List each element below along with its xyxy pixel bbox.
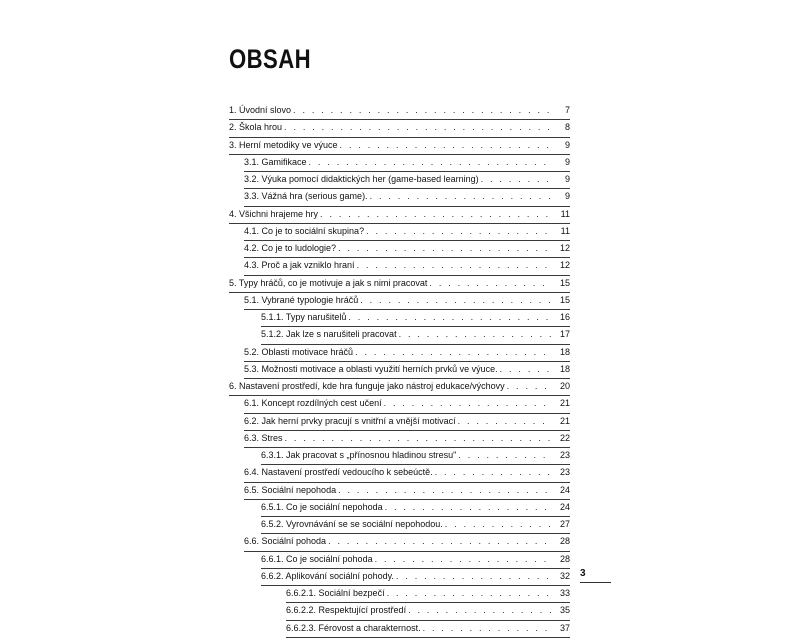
toc-entry bbox=[229, 603, 570, 620]
toc-leader-dots bbox=[481, 173, 551, 186]
toc-entry-label: 6.5.1. Co je sociální nepohoda bbox=[261, 501, 383, 512]
toc-entry bbox=[229, 327, 570, 344]
toc-entry-label: 5. Typy hráčů, co je motivuje a jak s nimi pracovat bbox=[229, 277, 428, 288]
toc-entry-line bbox=[229, 397, 570, 410]
toc-entry-page: 9 bbox=[564, 156, 570, 167]
toc-entry-line bbox=[229, 294, 570, 307]
toc-leader-dots bbox=[387, 587, 551, 600]
toc-leader-dots bbox=[396, 570, 551, 583]
toc-entry-page: 21 bbox=[559, 398, 570, 409]
toc-entry-label: 3. Herní metodiky ve výuce bbox=[229, 139, 338, 150]
toc-entry-label: 6.6.2.3. Férovost a charakternost. bbox=[286, 622, 421, 633]
toc-leader-dots bbox=[408, 604, 551, 617]
toc-entry bbox=[229, 431, 570, 448]
toc-entry-line bbox=[229, 466, 570, 479]
toc-entry-page: 18 bbox=[559, 363, 570, 374]
toc-entry-line bbox=[229, 415, 570, 428]
toc-entry-label: 5.2. Oblasti motivace hráčů bbox=[244, 346, 354, 357]
toc-leader-dots bbox=[285, 432, 551, 445]
toc-leader-dots bbox=[340, 139, 551, 152]
toc-entry-label: 6.3. Stres bbox=[244, 432, 283, 443]
toc-leader-dots bbox=[338, 484, 551, 497]
toc-entry-label: 6. Nastavení prostředí, kde hra funguje jako nástroj edukace/výchovy bbox=[229, 381, 505, 391]
toc-entry bbox=[229, 500, 570, 517]
toc-entry bbox=[229, 621, 570, 638]
page-title: OBSAH bbox=[229, 44, 312, 74]
toc-entry bbox=[229, 224, 570, 241]
toc-entry-label: 6.1. Koncept rozdílných cest učení bbox=[244, 398, 382, 409]
toc-entry bbox=[229, 310, 570, 327]
toc-entry bbox=[229, 293, 570, 310]
toc-entry-label: 5.3. Možnosti motivace a oblasti využití herních prvků ve výuce. bbox=[244, 363, 498, 374]
toc-entry-label: 6.6.2.2. Respektující prostředí bbox=[286, 605, 407, 616]
toc-entry-label: 5.1.2. Jak lze s narušiteli pracovat bbox=[261, 329, 397, 340]
toc-entry-page: 37 bbox=[559, 622, 570, 633]
toc-leader-dots bbox=[357, 259, 551, 272]
toc-entry bbox=[229, 396, 570, 413]
toc-entry-line bbox=[229, 104, 570, 117]
toc-entry bbox=[229, 517, 570, 534]
toc-entry-line bbox=[229, 432, 570, 445]
toc-entry bbox=[229, 552, 570, 569]
toc-entry bbox=[229, 362, 570, 379]
toc-entry-line bbox=[229, 139, 570, 152]
toc-entry bbox=[229, 569, 570, 586]
toc-entry-line bbox=[229, 553, 570, 566]
toc-entry-line bbox=[229, 259, 570, 272]
toc-leader-dots bbox=[309, 156, 551, 169]
toc-entry-label: 5.1. Vybrané typologie hráčů bbox=[244, 294, 359, 305]
toc-entry-page: 23 bbox=[559, 467, 570, 478]
toc-entry-label: 6.3.1. Jak pracovat s „přínosnou hladinou stresu" bbox=[261, 450, 457, 460]
toc-entry-label: 3.3. Vážná hra (serious game). bbox=[244, 191, 368, 202]
toc-leader-dots bbox=[507, 380, 551, 393]
toc-leader-dots bbox=[355, 346, 551, 359]
toc-entry-line bbox=[229, 604, 570, 617]
toc-leader-dots bbox=[458, 449, 551, 462]
toc-entry-page: 11 bbox=[560, 208, 570, 219]
toc-leader-dots bbox=[348, 311, 551, 324]
toc-leader-dots bbox=[293, 104, 551, 117]
toc-entry-page: 15 bbox=[559, 277, 570, 288]
toc-entry-page: 32 bbox=[559, 570, 570, 581]
toc-leader-dots bbox=[385, 501, 551, 514]
toc-leader-dots bbox=[284, 121, 551, 134]
toc-entry-line bbox=[229, 328, 570, 341]
toc-entry-line bbox=[229, 346, 570, 359]
toc-entry bbox=[229, 379, 570, 396]
toc-entry bbox=[229, 241, 570, 258]
toc-entry bbox=[229, 465, 570, 482]
toc-entry bbox=[229, 276, 570, 293]
toc-entry bbox=[229, 345, 570, 362]
page-number-rule bbox=[580, 582, 611, 583]
toc-entry-line bbox=[229, 380, 570, 393]
toc-leader-dots bbox=[375, 553, 551, 566]
toc-entry-label: 6.6.2.1. Sociální bezpečí bbox=[286, 588, 385, 598]
toc-entry bbox=[229, 534, 570, 551]
toc-entry-label: 6.6.2. Aplikování sociální pohody. bbox=[261, 570, 394, 581]
toc-entry-line bbox=[229, 622, 570, 635]
toc-entry-page: 12 bbox=[559, 243, 570, 253]
toc-entry-label: 3.2. Výuka pomocí didaktických her (game-based learning) bbox=[244, 174, 479, 184]
toc-entry-page: 24 bbox=[559, 501, 570, 512]
toc-entry-line bbox=[229, 449, 570, 462]
toc-leader-dots bbox=[429, 277, 551, 290]
toc-entry-label: 6.4. Nastavení prostředí vedoucího k sebeúctě. bbox=[244, 467, 433, 478]
toc-entry-line bbox=[229, 156, 570, 169]
toc-entry-line bbox=[229, 173, 570, 186]
toc-entry bbox=[229, 172, 570, 189]
toc-entry-line bbox=[229, 570, 570, 583]
toc-entry-line bbox=[229, 225, 570, 238]
toc-entry bbox=[229, 120, 570, 137]
toc-entry-line bbox=[229, 242, 570, 255]
toc-entry-line bbox=[229, 535, 570, 548]
toc-entry-label: 6.2. Jak herní prvky pracují s vnitřní a vnější motivací bbox=[244, 415, 456, 426]
toc-leader-dots bbox=[384, 397, 551, 410]
toc-entry bbox=[229, 414, 570, 431]
toc-entry-page: 23 bbox=[559, 450, 570, 460]
toc-entry bbox=[229, 155, 570, 172]
toc-entry-line bbox=[229, 363, 570, 376]
toc-entry-label: 1. Úvodní slovo bbox=[229, 105, 292, 115]
toc-entry-line bbox=[229, 277, 570, 290]
toc-entry-page: 12 bbox=[559, 260, 570, 271]
toc-leader-dots bbox=[423, 622, 551, 635]
toc-leader-dots bbox=[366, 225, 551, 238]
toc-leader-dots bbox=[360, 294, 551, 307]
toc-entry-page: 8 bbox=[564, 122, 570, 133]
toc-entry-page: 9 bbox=[564, 139, 570, 150]
toc-entry-label: 4.2. Co je to ludologie? bbox=[244, 243, 337, 253]
toc-entry-page: 16 bbox=[559, 312, 570, 322]
toc-entry-page: 9 bbox=[564, 191, 570, 202]
toc-entry-page: 22 bbox=[559, 432, 570, 443]
toc-leader-dots bbox=[399, 328, 551, 341]
toc-entry-page: 7 bbox=[564, 105, 570, 115]
toc-leader-dots bbox=[370, 190, 551, 203]
toc-entry-label: 4.3. Proč a jak vzniklo hraní bbox=[244, 260, 355, 271]
toc-entry-page: 21 bbox=[559, 415, 570, 426]
page-number: 3 bbox=[580, 568, 586, 579]
toc-entry-label: 6.5.2. Vyrovnávání se se sociální nepohodou. bbox=[261, 519, 443, 529]
toc-leader-dots bbox=[445, 518, 551, 531]
toc-entry-label: 6.5. Sociální nepohoda bbox=[244, 484, 337, 495]
table-of-contents bbox=[229, 103, 570, 638]
toc-entry bbox=[229, 189, 570, 206]
toc-entry-line bbox=[229, 121, 570, 134]
toc-entry-page: 9 bbox=[564, 174, 570, 184]
toc-entry-line bbox=[229, 190, 570, 203]
toc-leader-dots bbox=[435, 466, 551, 479]
toc-leader-dots bbox=[338, 242, 551, 255]
toc-entry-line bbox=[229, 587, 570, 600]
toc-leader-dots bbox=[328, 535, 551, 548]
toc-entry-line bbox=[229, 501, 570, 514]
toc-leader-dots bbox=[458, 415, 551, 428]
toc-entry-label: 4.1. Co je to sociální skupina? bbox=[244, 225, 365, 236]
toc-entry-page: 20 bbox=[559, 381, 570, 391]
toc-entry-page: 17 bbox=[559, 329, 570, 340]
toc-leader-dots bbox=[500, 363, 551, 376]
toc-entry bbox=[229, 138, 570, 155]
toc-entry-label: 5.1.1. Typy narušitelů bbox=[261, 312, 347, 322]
toc-entry-page: 27 bbox=[559, 519, 570, 529]
toc-entry-page: 11 bbox=[560, 225, 570, 236]
toc-entry bbox=[229, 207, 570, 224]
toc-entry-label: 6.6. Sociální pohoda bbox=[244, 536, 327, 547]
toc-entry-page: 24 bbox=[559, 484, 570, 495]
toc-entry-page: 18 bbox=[559, 346, 570, 357]
toc-entry-label: 6.6.1. Co je sociální pohoda bbox=[261, 553, 373, 564]
toc-entry-line bbox=[229, 208, 570, 221]
toc-entry-line bbox=[229, 484, 570, 497]
toc-leader-dots bbox=[320, 208, 551, 221]
toc-entry-label: 2. Škola hrou bbox=[229, 122, 283, 133]
toc-entry-page: 33 bbox=[559, 588, 570, 598]
toc-entry-label: 4. Všichni hrajeme hry bbox=[229, 208, 319, 219]
toc-entry-line bbox=[229, 518, 570, 531]
toc-entry-page: 28 bbox=[559, 553, 570, 564]
toc-entry bbox=[229, 448, 570, 465]
toc-entry-page: 15 bbox=[559, 294, 570, 305]
toc-entry-label: 3.1. Gamifikace bbox=[244, 156, 307, 167]
toc-entry-page: 28 bbox=[559, 536, 570, 547]
toc-entry-line bbox=[229, 311, 570, 324]
toc-entry bbox=[229, 586, 570, 603]
toc-entry bbox=[229, 258, 570, 275]
toc-entry bbox=[229, 103, 570, 120]
toc-entry bbox=[229, 483, 570, 500]
toc-entry-page: 35 bbox=[559, 605, 570, 616]
